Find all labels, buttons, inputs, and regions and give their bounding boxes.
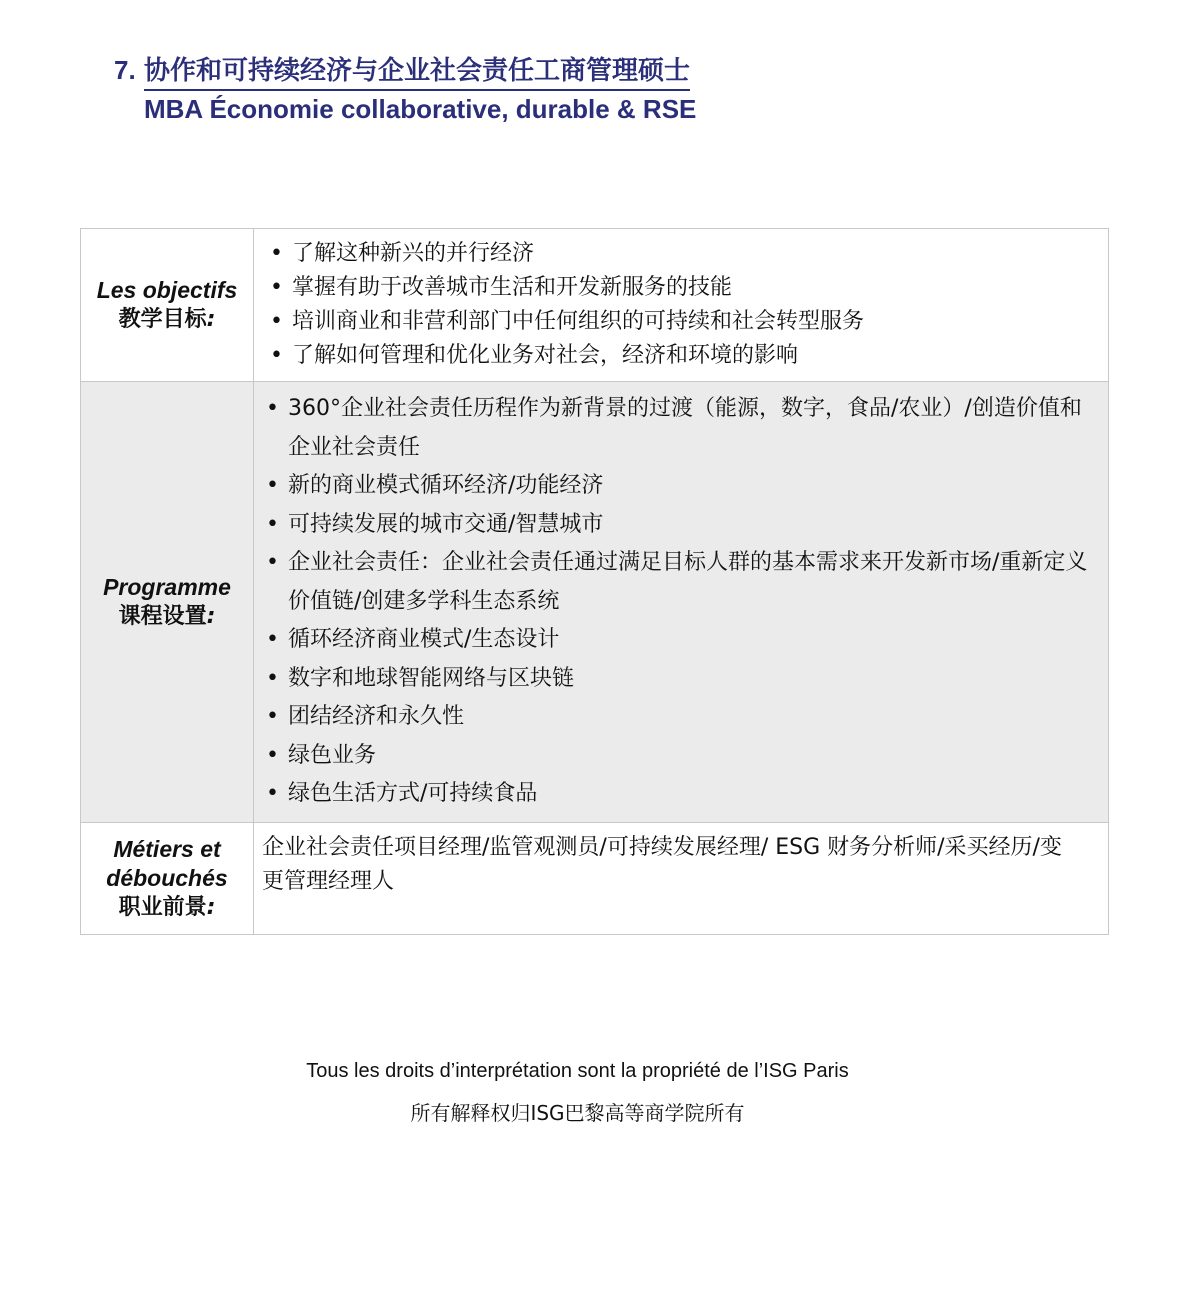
careers-label-cell [81, 822, 254, 934]
programme-content-cell [254, 382, 1109, 823]
list-item: • 培训商业和非营利部门中任何组织的可持续和社会转型服务 [262, 305, 1100, 339]
objectives-label-zh-text: 教学目标 [118, 307, 207, 332]
footer-rights-zh: 所有解释权归ISG巴黎高等商学院所有 [410, 1101, 745, 1125]
list-item: • 绿色业务 [258, 737, 1100, 776]
section-title-fr: MBA Économie collaborative, durable & RSE [144, 94, 697, 124]
objectives-label-fr: Les objectifs [96, 277, 238, 303]
careers-label-zh [83, 893, 251, 922]
programme-row [81, 382, 1109, 823]
programme-label-cell [81, 382, 254, 823]
careers-label-fr-2: débouchés [106, 864, 228, 891]
careers-text: 企业社会责任项目经理/监管观测员/可持续发展经理/ ESG 财务分析师/采买经历/变更管理经理人 [262, 834, 1062, 894]
careers-content-cell [254, 822, 1109, 934]
list-item: • 数字和地球智能网络与区块链 [258, 660, 1100, 699]
list-item: • 企业社会责任：企业社会责任通过满足目标人群的基本需求来开发新市场/重新定义价值链/创建多学科生态系统 [258, 544, 1100, 621]
careers-label-colon: : [206, 894, 216, 920]
objectives-list [262, 237, 1100, 373]
list-item: • 可持续发展的城市交通/智慧城市 [258, 506, 1100, 545]
objectives-row [81, 229, 1109, 382]
programme-label-colon: : [206, 603, 216, 629]
heading-line-zh [114, 52, 696, 91]
footer-rights-fr: Tous les droits d’interprétation sont la propriété de l’ISG Paris [306, 1060, 849, 1082]
list-item: • 了解这种新兴的并行经济 [262, 237, 1100, 271]
list-item: • 团结经济和永久性 [258, 698, 1100, 737]
list-item: • 绿色生活方式/可持续食品 [258, 775, 1100, 814]
objectives-label-cell [81, 229, 254, 382]
section-title-zh: 协作和可持续经济与企业社会责任工商管理硕士 [144, 52, 690, 91]
programme-label-zh-text: 课程设置 [118, 603, 207, 629]
list-item: • 循环经济商业模式/生态设计 [258, 621, 1100, 660]
objectives-content-cell [254, 229, 1109, 382]
objectives-label-zh [83, 305, 251, 334]
programme-label-fr: Programme [103, 573, 231, 600]
list-item: • 掌握有助于改善城市生活和开发新服务的技能 [262, 271, 1100, 305]
programme-label-zh [83, 602, 251, 631]
section-number: 7. [114, 55, 136, 85]
careers-label-zh-text: 职业前景 [118, 894, 207, 920]
objectives-label-colon: : [206, 307, 216, 332]
careers-row [81, 822, 1109, 934]
programme-info-table [80, 228, 1109, 935]
section-heading [114, 52, 696, 127]
programme-list [258, 390, 1100, 814]
list-item: • 360°企业社会责任历程作为新背景的过渡（能源，数字，食品/农业）/创造价值和企业社会责任 [258, 390, 1100, 467]
careers-label-fr-1: Métiers et [113, 835, 221, 862]
list-item: • 了解如何管理和优化业务对社会，经济和环境的影响 [262, 339, 1100, 373]
list-item: • 新的商业模式循环经济/功能经济 [258, 467, 1100, 506]
